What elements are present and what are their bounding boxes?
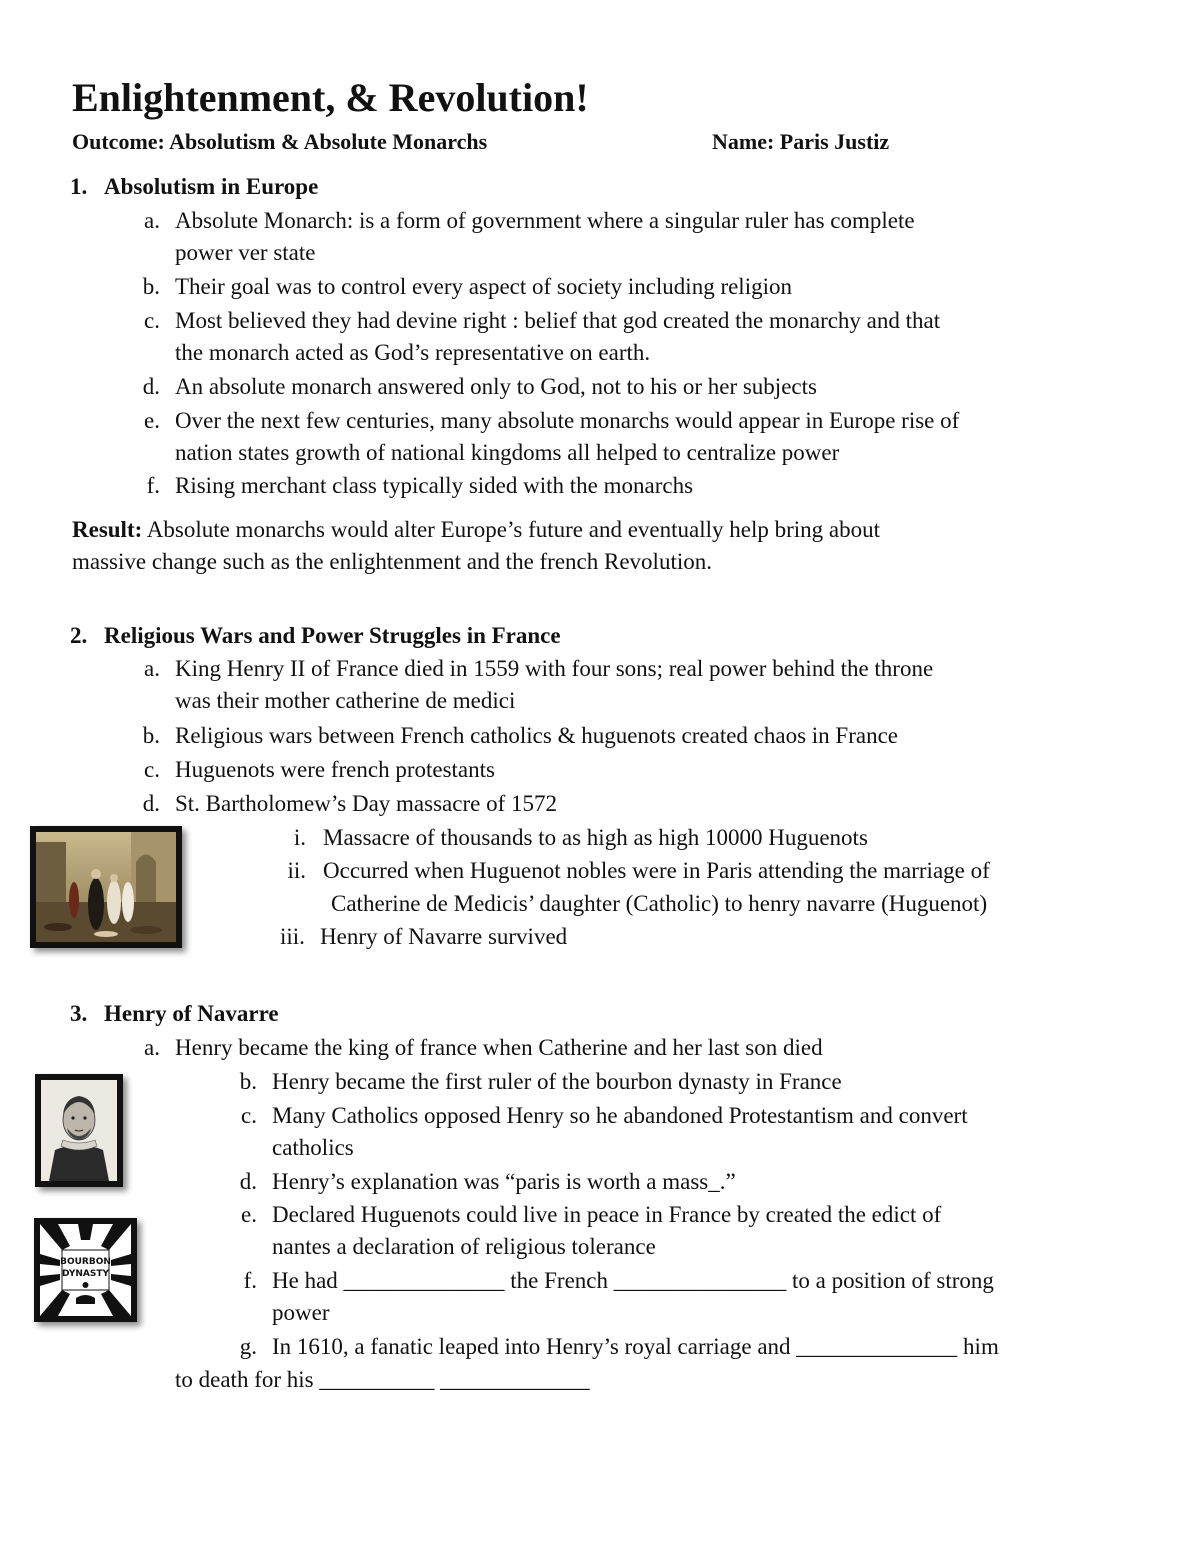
s1-item-f-marker: f. <box>146 473 160 498</box>
result-line-1 <box>72 515 880 545</box>
result-text: Absolute monarchs would alter Europe’s future and eventually help bring about <box>142 517 881 542</box>
s3-item-f-cont: power <box>272 1300 330 1325</box>
s2-sub-iii: Henry of Navarre survived <box>320 924 568 949</box>
section-3-heading: Henry of Navarre <box>104 1001 279 1026</box>
s3-item-a-marker: a. <box>144 1035 160 1060</box>
s1-item-b: Their goal was to control every aspect of society including religion <box>175 274 792 299</box>
massacre-painting-image <box>30 826 182 948</box>
s2-item-d-marker: d. <box>142 791 160 816</box>
outcome-label: Outcome: Absolutism & Absolute Monarchs <box>72 129 488 154</box>
s2-sub-iii-marker: iii. <box>280 924 305 949</box>
s1-item-e-marker: e. <box>144 408 160 433</box>
s1-item-e: Over the next few centuries, many absolute monarchs would appear in Europe rise of <box>175 408 960 433</box>
s2-item-a-marker: a. <box>144 656 160 681</box>
s1-item-e-cont: nation states growth of national kingdoms all helped to centralize power <box>175 440 840 465</box>
s3-item-e-marker: e. <box>241 1202 257 1227</box>
section-2-number: 2. <box>70 623 88 648</box>
s3-item-c-cont: catholics <box>272 1135 354 1160</box>
s3-item-e-cont: nantes a declaration of religious tolerance <box>272 1234 656 1259</box>
s3-item-e: Declared Huguenots could live in peace in France by created the edict of <box>272 1202 942 1227</box>
bourbon-logo-illustration <box>40 1224 131 1316</box>
section-2-heading: Religious Wars and Power Struggles in France <box>104 623 561 648</box>
s2-item-b: Religious wars between French catholics & huguenots created chaos in France <box>175 723 898 748</box>
s1-item-c-marker: c. <box>144 308 160 333</box>
section-1-heading: Absolutism in Europe <box>104 174 319 199</box>
s3-item-a: Henry became the king of france when Catherine and her last son died <box>175 1035 823 1060</box>
s2-item-c-marker: c. <box>144 757 160 782</box>
bourbon-logo-line1: BOURBON <box>60 1257 111 1267</box>
s1-item-c-cont: the monarch acted as God’s representative on earth. <box>175 340 651 365</box>
s3-item-c: Many Catholics opposed Henry so he abandoned Protestantism and convert <box>272 1103 968 1128</box>
s3-item-g-marker: g. <box>239 1334 257 1359</box>
s2-sub-ii-marker: ii. <box>287 858 306 883</box>
s3-item-c-marker: c. <box>241 1103 257 1128</box>
s3-item-f: He had ______________ the French _______________ to a position of strong <box>272 1268 994 1293</box>
crest-icon <box>83 1282 89 1288</box>
s2-item-a-cont: was their mother catherine de medici <box>175 688 516 713</box>
s3-item-b-marker: b. <box>239 1069 257 1094</box>
s1-item-a: Absolute Monarch: is a form of government where a singular ruler has complete <box>175 208 915 233</box>
bourbon-logo-line2: DYNASTY <box>62 1269 109 1279</box>
s2-item-d: St. Bartholomew’s Day massacre of 1572 <box>175 791 557 816</box>
section-3-number: 3. <box>70 1001 88 1026</box>
result-label: Result: <box>72 517 143 542</box>
s3-item-g: In 1610, a fanatic leaped into Henry’s royal carriage and ______________ him <box>272 1334 999 1359</box>
massacre-painting-illustration <box>36 832 176 942</box>
s3-item-d: Henry’s explanation was “paris is worth a mass_.” <box>272 1169 736 1194</box>
s1-item-f: Rising merchant class typically sided with the monarchs <box>175 473 694 498</box>
s1-item-d: An absolute monarch answered only to God, not to his or her subjects <box>175 374 817 399</box>
s2-sub-ii: Occurred when Huguenot nobles were in Paris attending the marriage of <box>323 858 990 883</box>
page-title: Enlightenment, & Revolution! <box>72 75 589 120</box>
student-name: Name: Paris Justiz <box>712 129 890 154</box>
s2-sub-ii-cont: Catherine de Medicis’ daughter (Catholic) to henry navarre (Huguenot) <box>331 891 988 916</box>
henry-portrait-illustration <box>41 1080 117 1181</box>
s1-item-a-marker: a. <box>144 208 160 233</box>
s3-item-f-marker: f. <box>243 1268 257 1293</box>
s2-sub-i: Massacre of thousands to as high as high 10000 Huguenots <box>323 825 868 850</box>
s1-item-c: Most believed they had devine right : belief that god created the monarchy and that <box>175 308 941 333</box>
s1-item-d-marker: d. <box>142 374 160 399</box>
section-1-number: 1. <box>70 174 88 199</box>
s3-item-g-cont: to death for his __________ _____________ <box>175 1367 590 1392</box>
s2-item-b-marker: b. <box>142 723 160 748</box>
s1-item-a-cont: power ver state <box>175 240 316 265</box>
result-line-2: massive change such as the enlightenment and the french Revolution. <box>72 549 712 574</box>
henry-portrait-image <box>35 1074 123 1187</box>
bourbon-dynasty-logo <box>34 1218 137 1322</box>
s2-item-c: Huguenots were french protestants <box>175 757 495 782</box>
s2-item-a: King Henry II of France died in 1559 with four sons; real power behind the throne <box>175 656 934 681</box>
s2-sub-i-marker: i. <box>293 825 306 850</box>
s3-item-b: Henry became the first ruler of the bourbon dynasty in France <box>272 1069 842 1094</box>
s1-item-b-marker: b. <box>142 274 160 299</box>
s3-item-d-marker: d. <box>239 1169 257 1194</box>
